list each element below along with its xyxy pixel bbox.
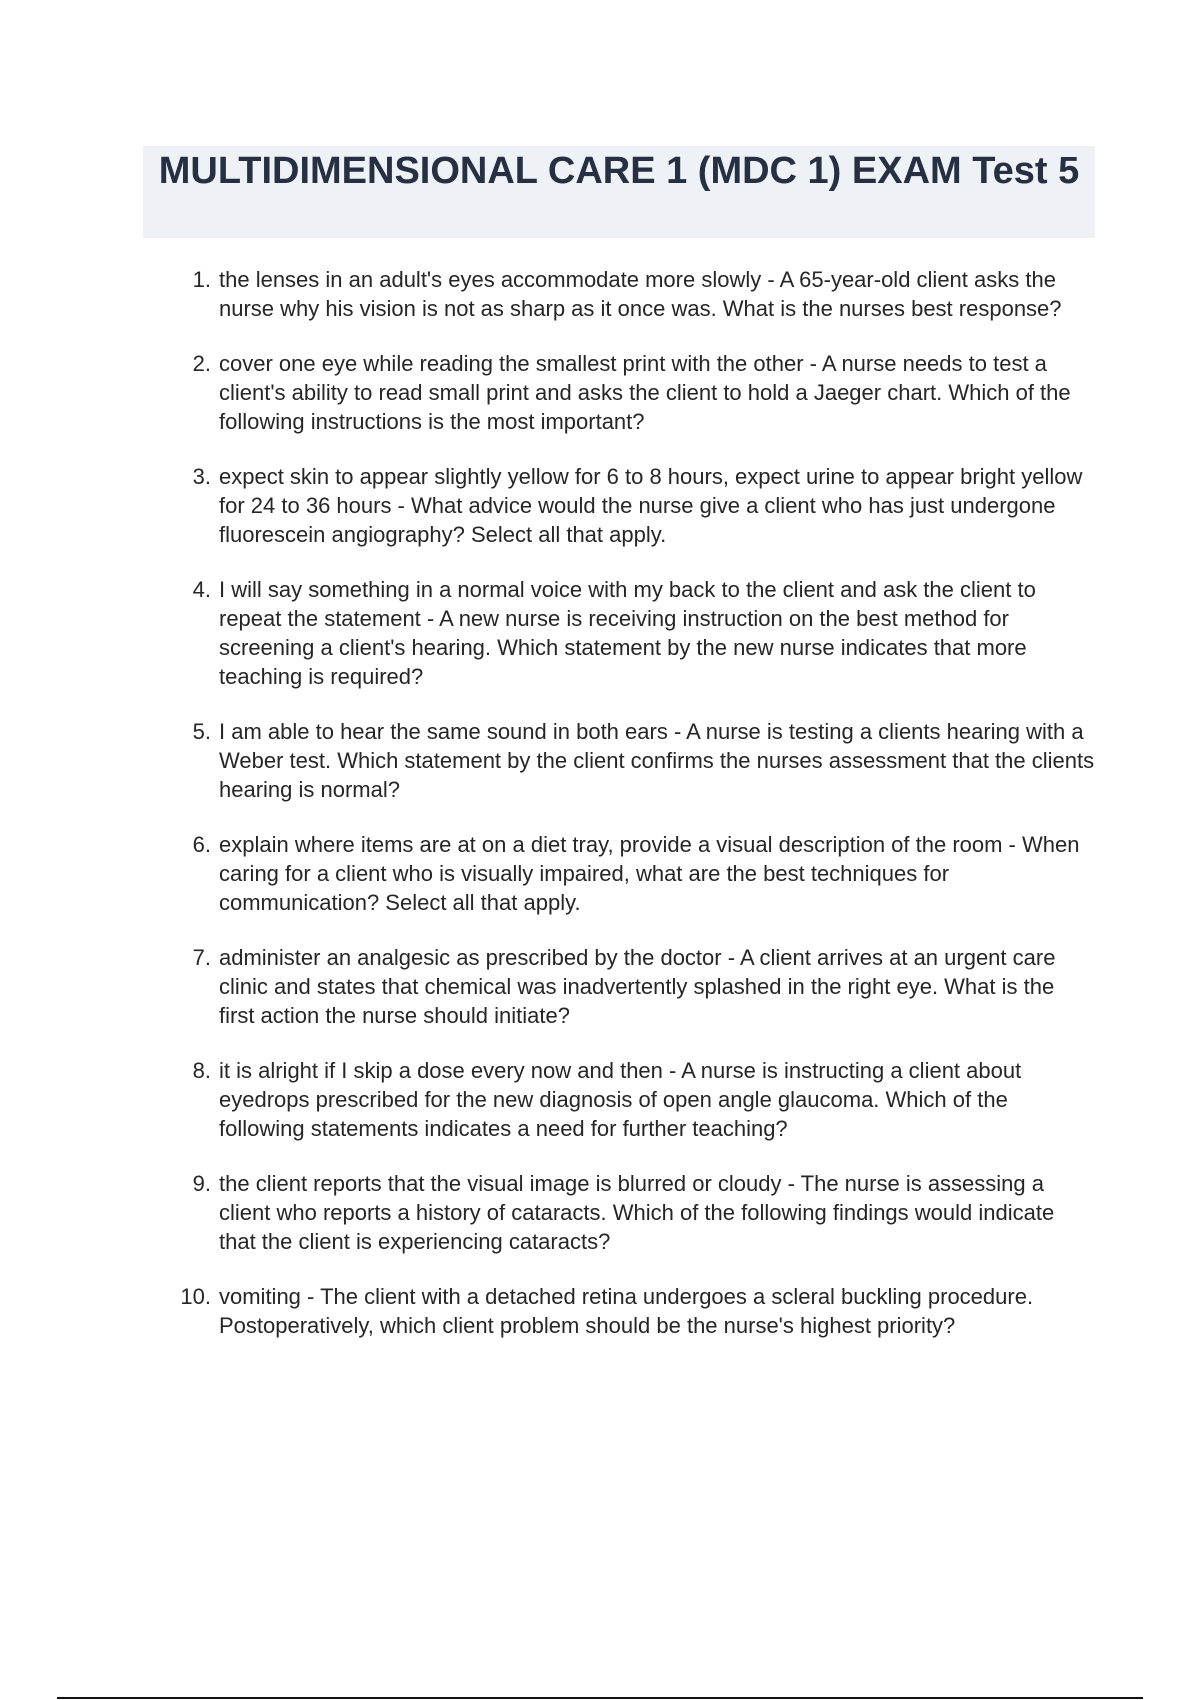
question-number: 7. (192, 945, 211, 970)
question-item (175, 575, 1095, 691)
question-text: I will say something in a normal voice with my back to the client and ask the client to repeat the statement - A new nurse is receiving instruction on the best method for screening a client's hearing. Which statement by the new nurse indicates that more teaching is required? (219, 577, 1036, 689)
question-text: the client reports that the visual image is blurred or cloudy - The nurse is assessing a client who reports a history of cataracts. Which of the following findings would indicate that the client is experiencing cataracts? (219, 1171, 1055, 1254)
question-number: 6. (192, 832, 211, 857)
question-number: 5. (192, 719, 211, 744)
question-number: 8. (192, 1058, 211, 1083)
question-number: 9. (192, 1171, 211, 1196)
question-number: 4. (192, 577, 211, 602)
question-text: administer an analgesic as prescribed by the doctor - A client arrives at an urgent care clinic and states that chemical was inadvertently splashed in the right eye. What is the first action the nurse should initiate? (219, 945, 1056, 1028)
question-item (175, 1169, 1095, 1256)
footer-divider (57, 1697, 1143, 1699)
question-number: 2. (192, 351, 211, 376)
question-item (175, 830, 1095, 917)
document-title: MULTIDIMENSIONAL CARE 1 (MDC 1) EXAM Test 5 (158, 150, 1080, 192)
question-item (175, 943, 1095, 1030)
question-number: 1. (192, 267, 211, 292)
question-item (175, 462, 1095, 549)
question-item (175, 717, 1095, 804)
question-item (175, 1056, 1095, 1143)
question-text: the lenses in an adult's eyes accommodate more slowly - A 65-year-old client asks the nurse why his vision is not as sharp as it once was. What is the nurses best response? (219, 267, 1062, 321)
question-number: 10. (180, 1284, 211, 1309)
question-text: it is alright if I skip a dose every now and then - A nurse is instructing a client about eyedrops prescribed for the new diagnosis of open angle glaucoma. Which of the following statements indicates a need for further teaching? (219, 1058, 1022, 1141)
question-item (175, 265, 1095, 323)
question-item (175, 349, 1095, 436)
question-text: vomiting - The client with a detached retina undergoes a scleral buckling procedure. Postoperatively, which client problem should be the nurse's highest priority? (219, 1284, 1034, 1338)
question-text: explain where items are at on a diet tray, provide a visual description of the room - When caring for a client who is visually impaired, what are the best techniques for communication? Select all that apply. (219, 832, 1080, 915)
question-list (175, 265, 1095, 1340)
question-text: cover one eye while reading the smallest print with the other - A nurse needs to test a client's ability to read small print and asks the client to hold a Jaeger chart. Which of the following instructions is the most important? (219, 351, 1071, 434)
question-item (175, 1282, 1095, 1340)
question-text: expect skin to appear slightly yellow for 6 to 8 hours, expect urine to appear bright yellow for 24 to 36 hours - What advice would the nurse give a client who has just undergone fluorescein angiography? Select all that apply. (219, 464, 1083, 547)
question-text: I am able to hear the same sound in both ears - A nurse is testing a clients hearing with a Weber test. Which statement by the client confirms the nurses assessment that the clients hearing is normal? (219, 719, 1095, 802)
question-number: 3. (192, 464, 211, 489)
